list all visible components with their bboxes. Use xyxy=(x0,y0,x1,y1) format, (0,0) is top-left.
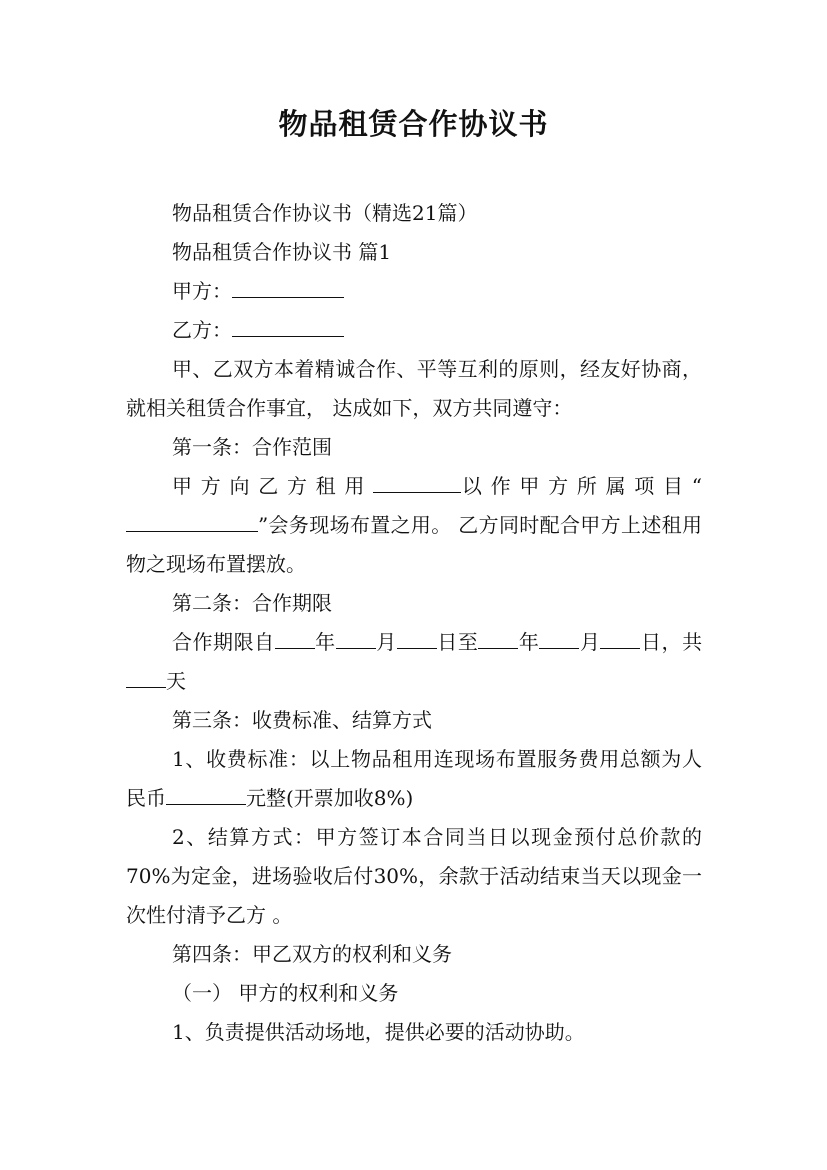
start-year-label: 年 xyxy=(314,630,336,654)
days-label: 天 xyxy=(166,669,186,693)
paragraph-section-1-title: 第一条：合作范围 xyxy=(172,435,332,459)
start-year-blank xyxy=(275,626,315,649)
paragraph-settlement: 2、结算方式：甲方签订本合同当日以现金预付总价款的70%为定金，进场验收后付30%，余款于活动结束当天以现金一次性付清予乙方 。 xyxy=(126,825,702,927)
party-a-label: 甲方： xyxy=(172,279,232,303)
end-year-blank xyxy=(478,626,518,649)
section-1-text-d: ”会务现场布置之用。 乙方同时配合甲方上述租用物之现场布置摆放。 xyxy=(126,513,702,576)
fee-standard-suffix: 元整(开票加收8%) xyxy=(246,786,414,810)
total-days-blank xyxy=(126,665,166,688)
paragraph-party-a-rights-title: （一） 甲方的权利和义务 xyxy=(172,981,399,1005)
fee-amount-blank xyxy=(166,782,246,805)
end-month-blank xyxy=(539,626,579,649)
paragraph-intro: 甲、乙双方本着精诚合作、平等互利的原则，经友好协商，就相关租赁合作事宜， 达成如下，双方共同遵守： xyxy=(126,357,702,420)
paragraph-fee-standard xyxy=(126,740,702,818)
rental-item-blank xyxy=(373,470,461,493)
term-text-start: 合作期限自 xyxy=(172,630,275,654)
start-month-blank xyxy=(336,626,376,649)
party-b-blank xyxy=(232,314,344,337)
paragraph-party-a-duty-1: 1、负责提供活动场地，提供必要的活动协助。 xyxy=(172,1020,585,1044)
project-name-blank xyxy=(126,509,258,532)
paragraph-section-2-body xyxy=(126,623,702,701)
paragraph-party-a xyxy=(126,272,702,311)
end-day-blank xyxy=(600,626,640,649)
end-year-label: 年 xyxy=(518,630,540,654)
start-month-label: 月 xyxy=(375,630,397,654)
paragraph-section-4-title: 第四条：甲乙双方的权利和义务 xyxy=(172,942,452,966)
paragraph-section-2-title: 第二条：合作期限 xyxy=(172,591,332,615)
party-a-blank xyxy=(232,275,344,298)
end-month-label: 月 xyxy=(579,630,601,654)
party-b-label: 乙方： xyxy=(172,318,232,342)
section-1-text-a: 甲方向乙方租用 xyxy=(172,474,374,498)
paragraph-section-3-title: 第三条：收费标准、结算方式 xyxy=(172,708,432,732)
paragraph-party-b xyxy=(126,311,702,350)
section-1-text-b: 以作甲方所属项目 xyxy=(461,474,692,498)
paragraph-article-heading: 物品租赁合作协议书 篇1 xyxy=(172,240,392,264)
start-day-blank xyxy=(397,626,437,649)
document-body xyxy=(126,194,702,1052)
fee-standard-text: 1、收费标准：以上物品租用连现场布置服务费用总额为人民币 xyxy=(126,747,702,810)
start-day-to-label: 日至 xyxy=(436,630,479,654)
document-title: 物品租赁合作协议书 xyxy=(278,107,549,141)
end-day-label: 日，共 xyxy=(640,630,703,654)
paragraph-section-1-body xyxy=(126,467,702,584)
section-1-quote-open: “ xyxy=(691,474,703,498)
paragraph-subtitle: 物品租赁合作协议书（精选21篇） xyxy=(172,201,478,225)
